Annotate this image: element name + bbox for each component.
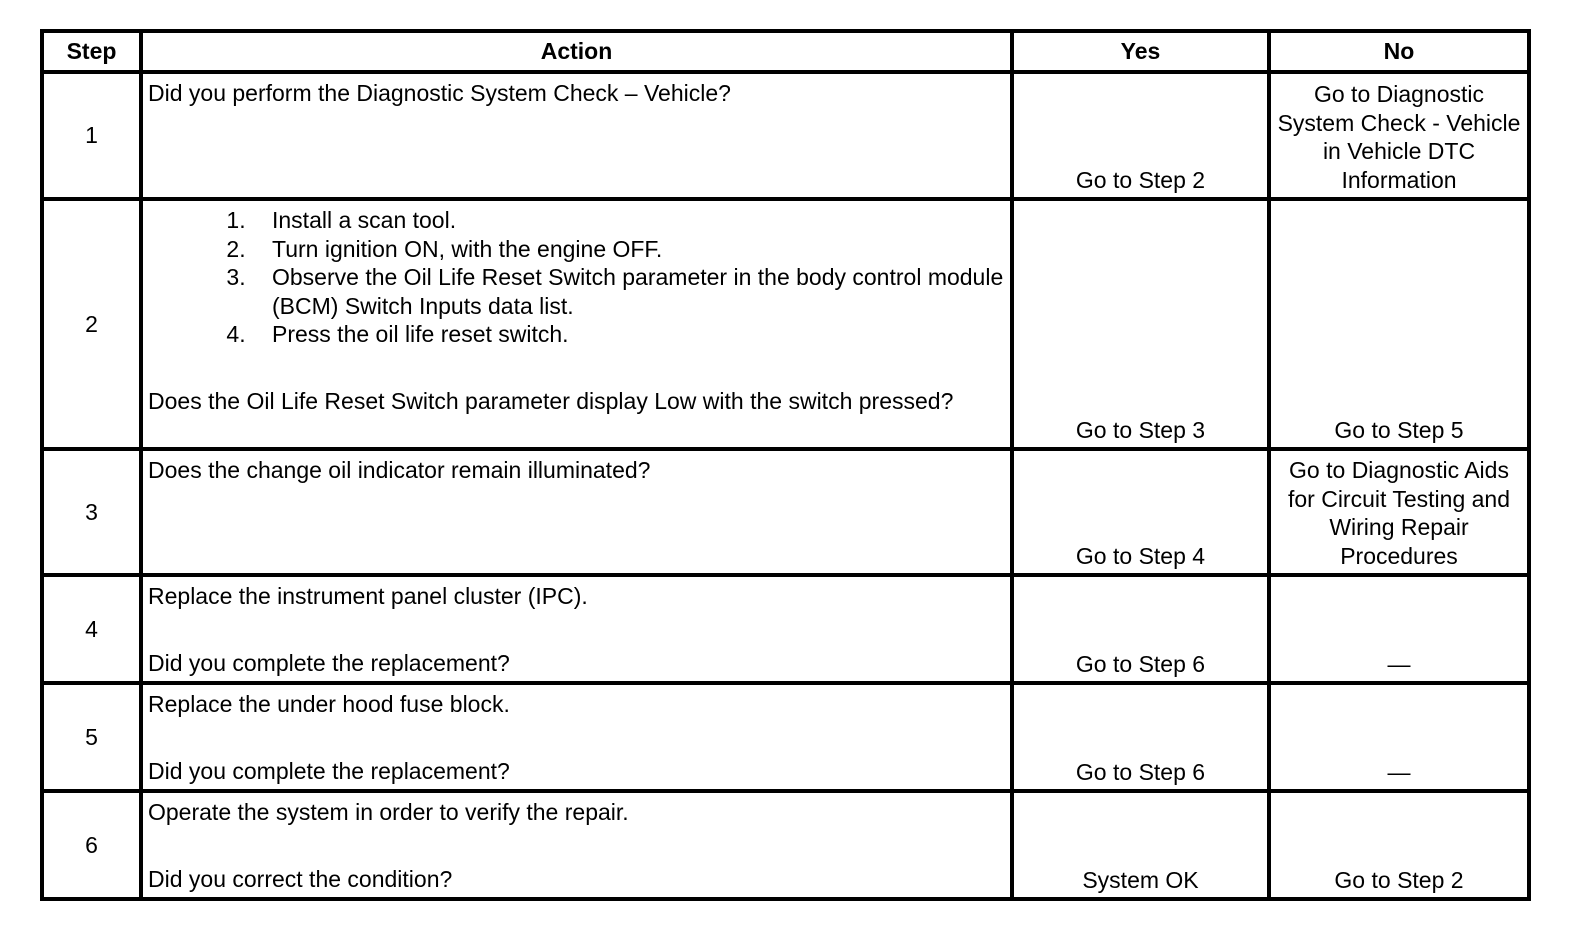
yes-cell: System OK — [1012, 791, 1269, 899]
step-number: 4 — [42, 575, 141, 683]
yes-cell: Go to Step 2 — [1012, 72, 1269, 199]
action-step-item: 2. Turn ignition ON, with the engine OFF. — [252, 235, 1004, 264]
table-row — [42, 575, 1529, 683]
yes-cell: Go to Step 6 — [1012, 683, 1269, 791]
table-row — [42, 791, 1529, 899]
no-cell: Go to Step 2 — [1269, 791, 1529, 899]
action-cell — [141, 449, 1012, 575]
action-question: Did you complete the replacement? — [148, 757, 510, 784]
action-step-item: 3. Observe the Oil Life Reset Switch parameter in the body control module (BCM) Switch Inputs data list. — [252, 263, 1004, 320]
header-step: Step — [42, 31, 141, 72]
step-number: 5 — [42, 683, 141, 791]
diagnostic-table — [40, 29, 1531, 901]
no-cell: Go to Step 5 — [1269, 199, 1529, 449]
no-cell: Go to Diagnostic Aids for Circuit Testing and Wiring Repair Procedures — [1269, 449, 1529, 575]
step-number: 3 — [42, 449, 141, 575]
yes-cell: Go to Step 4 — [1012, 449, 1269, 575]
table-row — [42, 72, 1529, 199]
action-instruction: Operate the system in order to verify the repair. — [148, 799, 629, 825]
header-action: Action — [141, 31, 1012, 72]
action-question: Did you complete the replacement? — [148, 649, 510, 676]
action-instruction: Replace the under hood fuse block. — [148, 691, 510, 717]
yes-cell: Go to Step 6 — [1012, 575, 1269, 683]
no-cell: — — [1269, 683, 1529, 791]
action-step-list — [148, 206, 1004, 349]
table-header-row — [42, 31, 1529, 72]
table-row — [42, 199, 1529, 449]
no-cell: Go to Diagnostic System Check - Vehicle in Vehicle DTC Information — [1269, 72, 1529, 199]
step-number: 6 — [42, 791, 141, 899]
action-cell — [141, 199, 1012, 449]
action-question: Does the change oil indicator remain illuminated? — [148, 457, 651, 483]
header-yes: Yes — [1012, 31, 1269, 72]
action-question: Did you perform the Diagnostic System Check – Vehicle? — [148, 80, 731, 106]
no-cell: — — [1269, 575, 1529, 683]
action-instruction: Replace the instrument panel cluster (IPC). — [148, 583, 588, 609]
action-question: Did you correct the condition? — [148, 865, 453, 892]
action-step-item: 1. Install a scan tool. — [252, 206, 1004, 235]
action-cell — [141, 575, 1012, 683]
action-cell — [141, 72, 1012, 199]
header-no: No — [1269, 31, 1529, 72]
step-number: 1 — [42, 72, 141, 199]
action-cell — [141, 683, 1012, 791]
step-number: 2 — [42, 199, 141, 449]
action-question: Does the Oil Life Reset Switch parameter display Low with the switch pressed? — [148, 387, 954, 414]
table-row — [42, 683, 1529, 791]
action-cell — [141, 791, 1012, 899]
table-row — [42, 449, 1529, 575]
yes-cell: Go to Step 3 — [1012, 199, 1269, 449]
action-step-item: 4. Press the oil life reset switch. — [252, 320, 1004, 349]
